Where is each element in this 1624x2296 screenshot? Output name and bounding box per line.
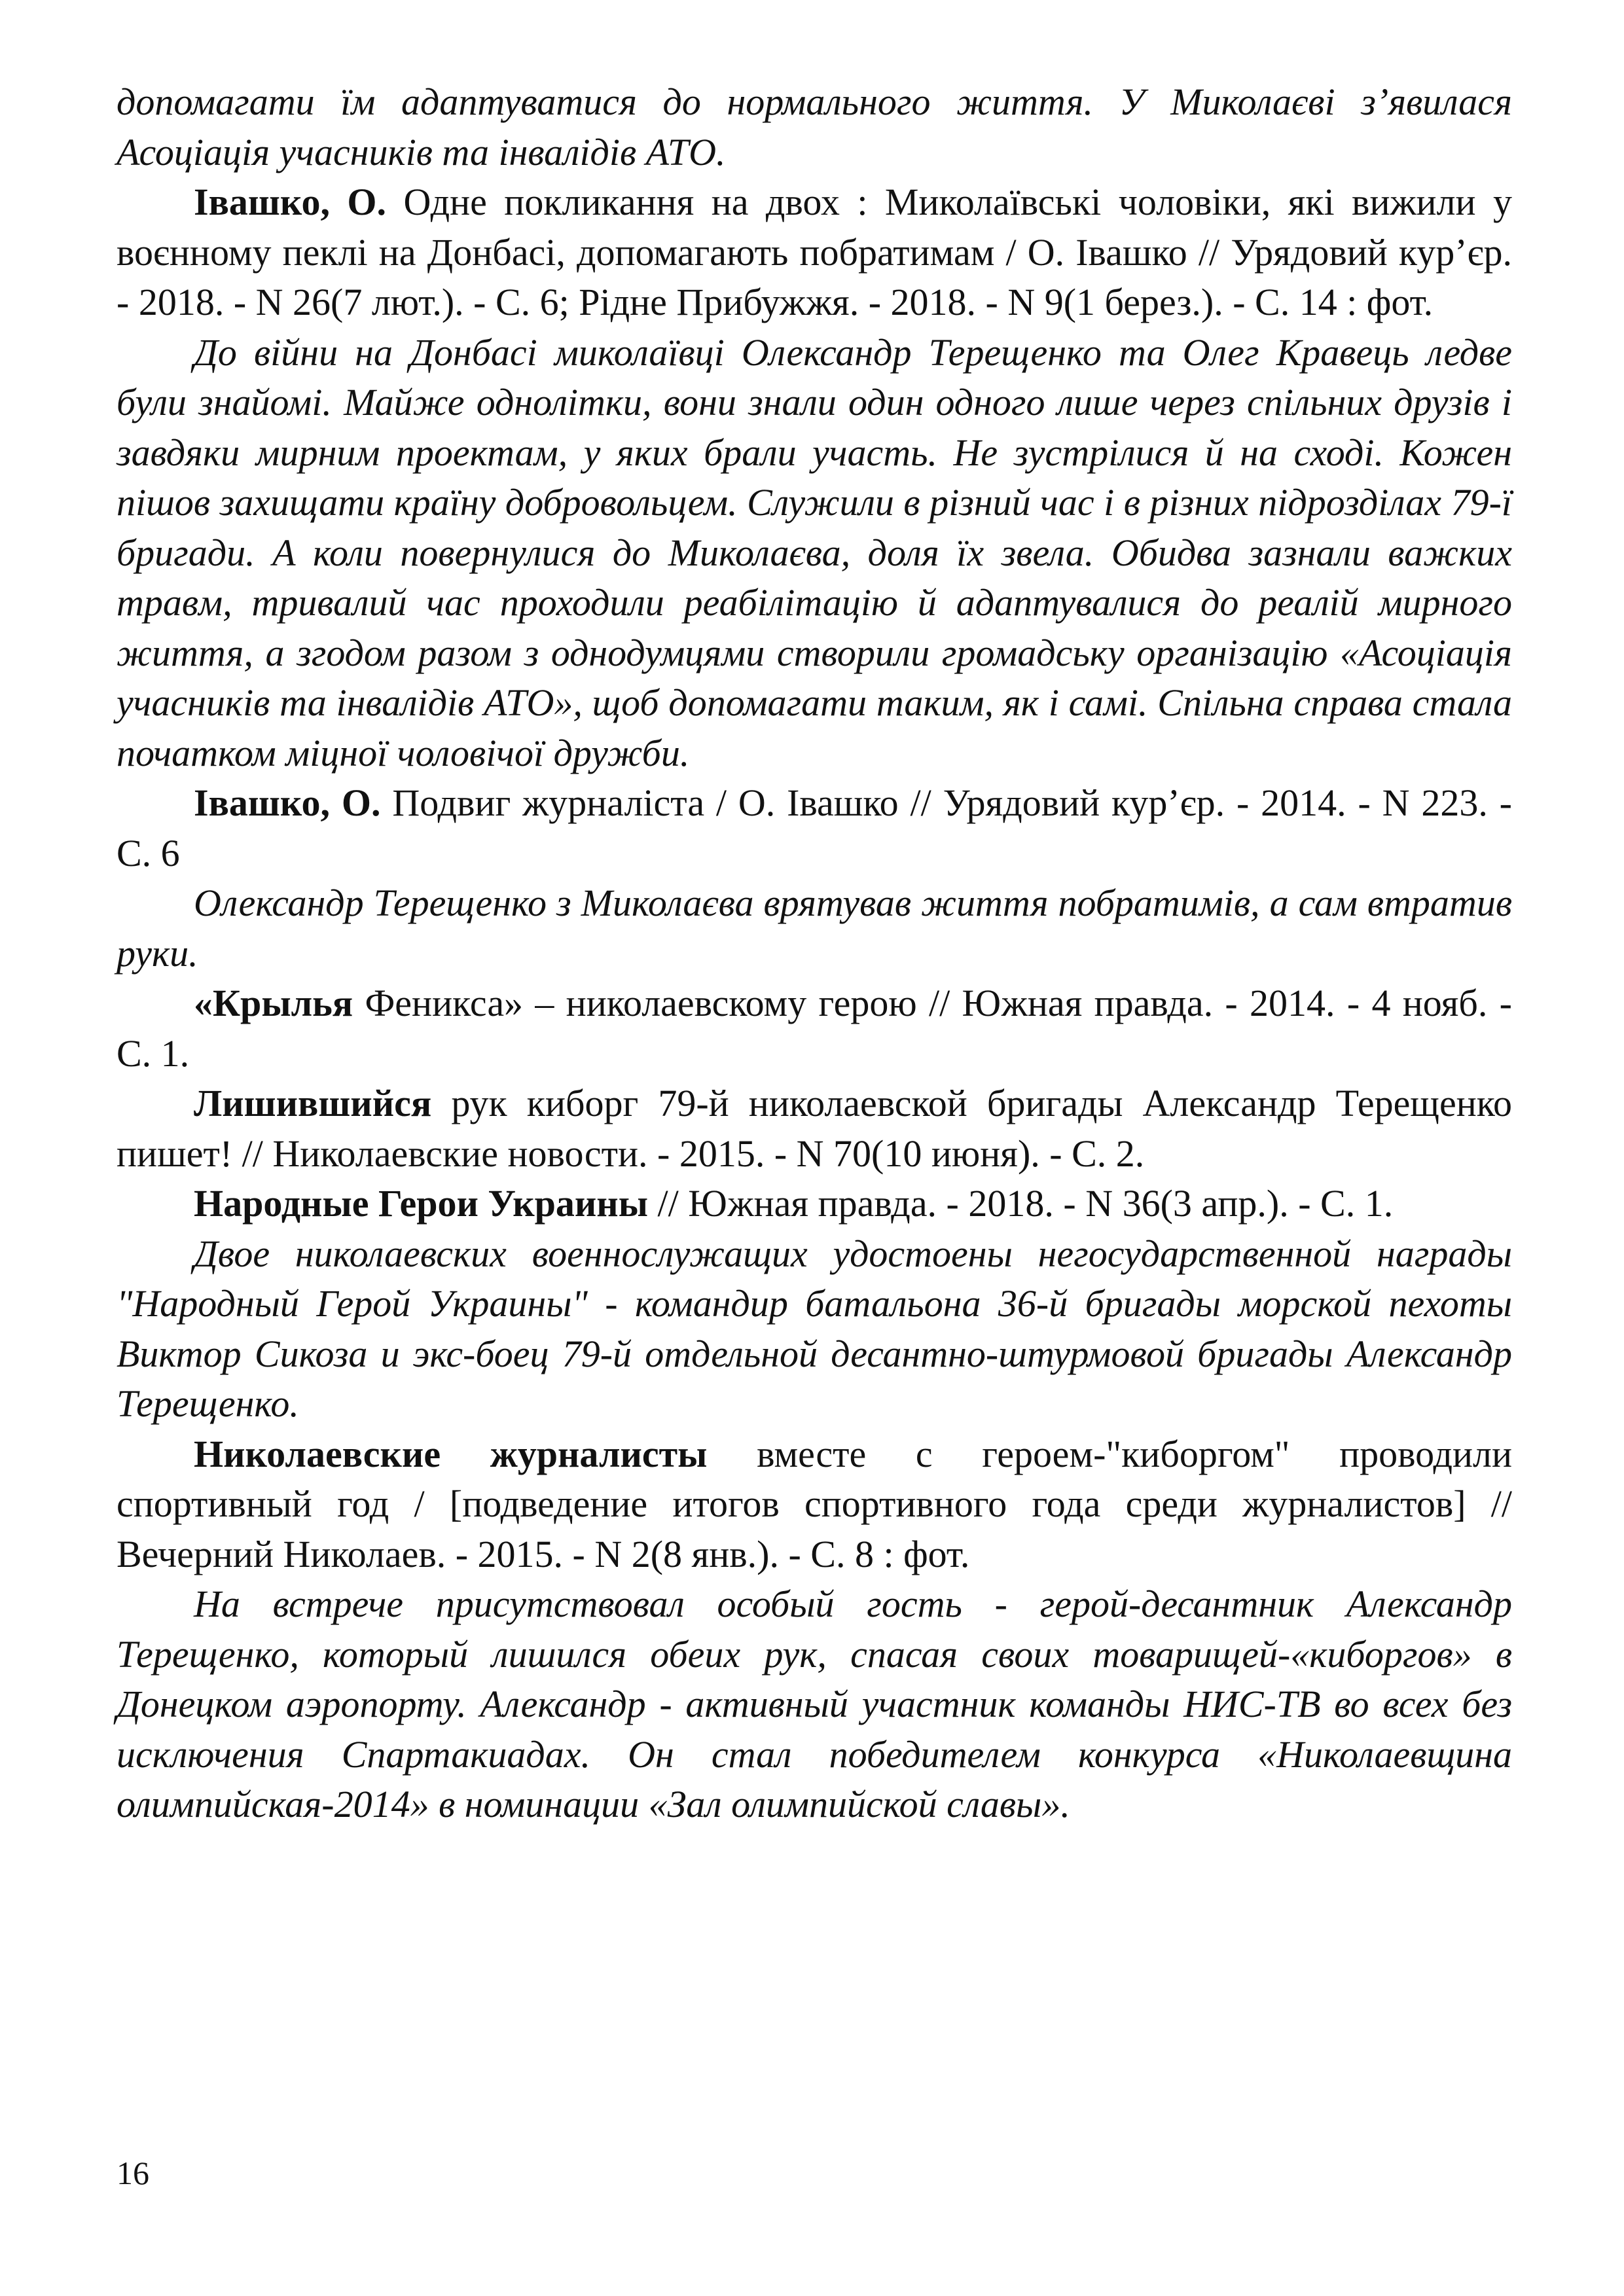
entry-title-lead: Николаевские журналисты xyxy=(194,1432,708,1475)
entry-title-lead: «Крылья xyxy=(194,982,353,1024)
entry-author: Івашко, О. xyxy=(194,781,381,824)
entry-author: Івашко, О. xyxy=(194,181,387,223)
bibliography-entry xyxy=(117,778,1512,878)
entry-citation: Одне покликання на двох : Миколаївські чоловіки, які вижили у воєнному пеклі на Донбасі, допомагають побратимам / О. Івашко // Урядовий кур’єр. - 2018. - N 26(7 лют.). - С. 6; Рідне Прибужжя. - 2018. - N 9(1 берез.). - С. 14 : фот. xyxy=(117,181,1512,323)
entry-citation: вместе с героем-"киборгом" проводили спортивный год / [подведение итогов спортивного года среди журналистов] // Вечерний Николаев. - 2015. - N 2(8 янв.). - С. 8 : фот. xyxy=(117,1432,1512,1575)
bibliography-entry xyxy=(117,978,1512,1079)
bibliography-entry xyxy=(117,177,1512,328)
page-number: 16 xyxy=(117,2155,149,2191)
entry-citation: Феникса» – николаевскому герою // Южная правда. - 2014. - 4 нояб. - С. 1. xyxy=(117,982,1512,1075)
entry-title-lead: Лишившийся xyxy=(194,1082,432,1124)
entry-title-lead: Народные Герои Украины xyxy=(194,1182,648,1225)
bibliography-entry xyxy=(117,1429,1512,1580)
continuation-annotation: допомагати їм адаптуватися до нормального життя. У Миколаєві з’явилася Асоціація учасників та інвалідів АТО. xyxy=(117,81,1512,173)
entry-citation: // Южная правда. - 2018. - N 36(3 апр.). - С. 1. xyxy=(648,1182,1394,1225)
entry-annotation: На встрече присутствовал особый гость - герой-десантник Александр Терещенко, который лишился обеих рук, спасая своих товарищей-«киборгов» в Донецком аэропорту. Александр - активный участник команды НИС-ТВ во всех без исключения Спартакиадах. Он стал победителем конкурса «Николаевщина олимпийская-2014» в номинации «Зал олимпийской славы». xyxy=(117,1583,1512,1825)
entry-citation: рук киборг 79-й николаевской бригады Александр Терещенко пишет! // Николаевские новости. - 2015. - N 70(10 июня). - С. 2. xyxy=(117,1082,1512,1175)
entry-annotation: Олександр Терещенко з Миколаєва врятував життя побратимів, а сам втратив руки. xyxy=(117,882,1512,975)
entry-citation: Подвиг журналіста / О. Івашко // Урядовий кур’єр. - 2014. - N 223. - С. 6 xyxy=(117,781,1512,874)
entry-annotation: Двое николаевских военнослужащих удостоены негосударственной награды "Народный Герой Украины" - командир батальона 36-й бригады морской пехоты Виктор Сикоза и экс-боец 79-й отдельной десантно-штурмовой бригады Александр Терещенко. xyxy=(117,1232,1512,1425)
entry-annotation: До війни на Донбасі миколаївці Олександр Терещенко та Олег Кравець ледве були знайомі. Майже однолітки, вони знали один одного лише через спільних друзів і завдяки мирним проектам, у яких брали участь. Не зустрілися й на сході. Кожен пішов захищати країну добровольцем. Служили в різний час і в різних підрозділах 79-ї бригади. А коли повернулися до Миколаєва, доля їх звела. Обидва зазнали важких травм, тривалий час проходили реабілітацію й адаптувалися до реалій мирного життя, а згодом разом з однодумцями створили громадську організацію «Асоціація учасників та інвалідів АТО», щоб допомагати таким, як і самі. Спільна справа стала початком міцної чоловічої дружби. xyxy=(117,331,1512,774)
bibliography-entry xyxy=(117,1079,1512,1179)
document-page xyxy=(117,77,1512,1830)
bibliography-entry xyxy=(117,1179,1512,1229)
